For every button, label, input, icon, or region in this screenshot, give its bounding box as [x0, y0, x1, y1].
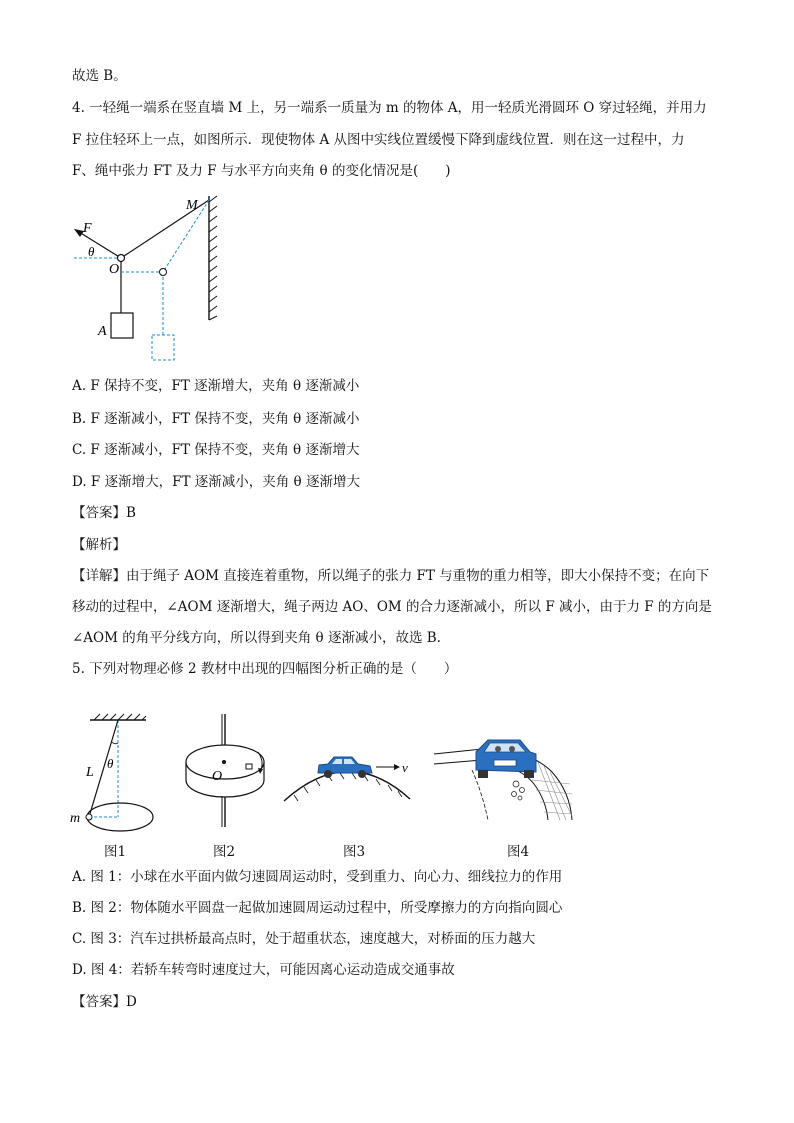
driver-head	[495, 746, 501, 752]
q4-detail-line-3: ∠AOM 的角平分线方向，所以得到夹角 θ 逐渐减小，故选 B.	[72, 630, 441, 646]
q5-figure-2	[180, 712, 270, 832]
q4-detail-line-2: 移动的过程中，∠AOM 逐渐增大，绳子两边 AO、OM 的合力逐渐减小，所以 F 减小，由于力 F 的方向是	[72, 599, 712, 615]
q5-option-d: D. 图 4：若轿车转弯时速度过大，可能因离心运动造成交通事故	[72, 962, 455, 978]
q5-stem: 5. 下列对物理必修 2 教材中出现的四幅图分析正确的是（ ）	[72, 661, 458, 677]
label-v: v	[402, 760, 408, 775]
car-wheel-rear	[358, 770, 366, 778]
label-theta-fig1: θ	[107, 756, 114, 771]
block-a	[111, 313, 133, 338]
label-m-fig1: m	[70, 811, 81, 826]
label-o: O	[109, 262, 120, 277]
previous-answer-line: 故选 B。	[72, 68, 127, 84]
small-block	[246, 764, 252, 769]
ball	[86, 814, 92, 820]
caption-fig2: 图2	[213, 844, 236, 860]
ceiling-hatching	[94, 714, 146, 720]
label-f: F	[83, 221, 92, 236]
caption-fig3: 图3	[343, 844, 366, 860]
bridge-arc	[284, 771, 410, 801]
q5-answer: 【答案】D	[72, 994, 137, 1010]
q5-option-b: B. 图 2：物体随水平圆盘一起做加速圆周运动过程中，所受摩擦力的方向指向圆心	[72, 900, 563, 916]
q4-analysis-label: 【解析】	[72, 537, 126, 553]
road-texture	[532, 762, 572, 820]
q4-option-d: D. F 逐渐增大，FT 逐渐减小，夹角 θ 逐渐增大	[72, 474, 360, 490]
wall-hatching	[209, 196, 217, 320]
q5-figure-1	[68, 712, 168, 862]
license-plate	[494, 760, 516, 766]
bridge-hatching	[294, 773, 402, 801]
car-rear-window	[484, 743, 526, 752]
velocity-arrowhead	[394, 764, 400, 770]
q4-answer: 【答案】B	[72, 505, 136, 521]
q5-option-a: A. 图 1：小球在水平面内做匀速圆周运动时，受到重力、向心力、细线拉力的作用	[72, 869, 563, 885]
passenger-head	[509, 746, 515, 752]
q4-option-c: C. F 逐渐减小，FT 保持不变，夹角 θ 逐渐增大	[72, 442, 360, 458]
car-wheel-front	[324, 770, 332, 778]
caption-fig4: 图4	[507, 844, 530, 860]
dashed-block-a	[152, 335, 174, 360]
label-theta: θ	[88, 244, 95, 259]
q5-figure-3	[282, 745, 422, 805]
label-a: A	[98, 324, 107, 339]
rear-wheel-right	[524, 770, 534, 778]
q4-stem-line-2: F 拉住轻环上一点，如图所示．现使物体 A 从图中实线位置缓慢下降到虚线位置．则在这一过程中，力	[72, 132, 685, 148]
q4-stem-line-3: F、绳中张力 FT 及力 F 与水平方向夹角 θ 的变化情况是( )	[72, 163, 451, 179]
q4-option-a: A. F 保持不变，FT 逐渐增大，夹角 θ 逐渐减小	[72, 378, 360, 394]
dashed-ring	[160, 269, 167, 276]
q4-option-b: B. F 逐渐减小，FT 保持不变，夹角 θ 逐渐减小	[72, 411, 360, 427]
caption-fig1: 图1	[104, 844, 127, 860]
ring-o	[118, 255, 125, 262]
disc-center	[222, 760, 226, 764]
q4-stem-line-1: 4. 一轻绳一端系在竖直墙 M 上，另一端系一质量为 m 的物体 A，用一轻质光滑圆环 O 穿过轻绳，并用力	[72, 100, 707, 116]
rear-wheel-left	[478, 770, 488, 778]
q5-figure-4	[432, 732, 582, 822]
label-o-fig2: O	[212, 769, 223, 784]
dust-puffs	[512, 781, 525, 800]
label-m: M	[186, 198, 198, 213]
theta-arc	[112, 742, 118, 744]
q5-option-c: C. 图 3：汽车过拱桥最高点时，处于超重状态，速度越大，对桥面的压力越大	[72, 931, 536, 947]
q4-figure	[66, 192, 226, 370]
label-l: L	[86, 765, 94, 780]
q4-detail-line-1: 【详解】由于绳子 AOM 直接连着重物，所以绳子的张力 FT 与重物的重力相等，即大小保持不变；在向下	[72, 568, 710, 584]
